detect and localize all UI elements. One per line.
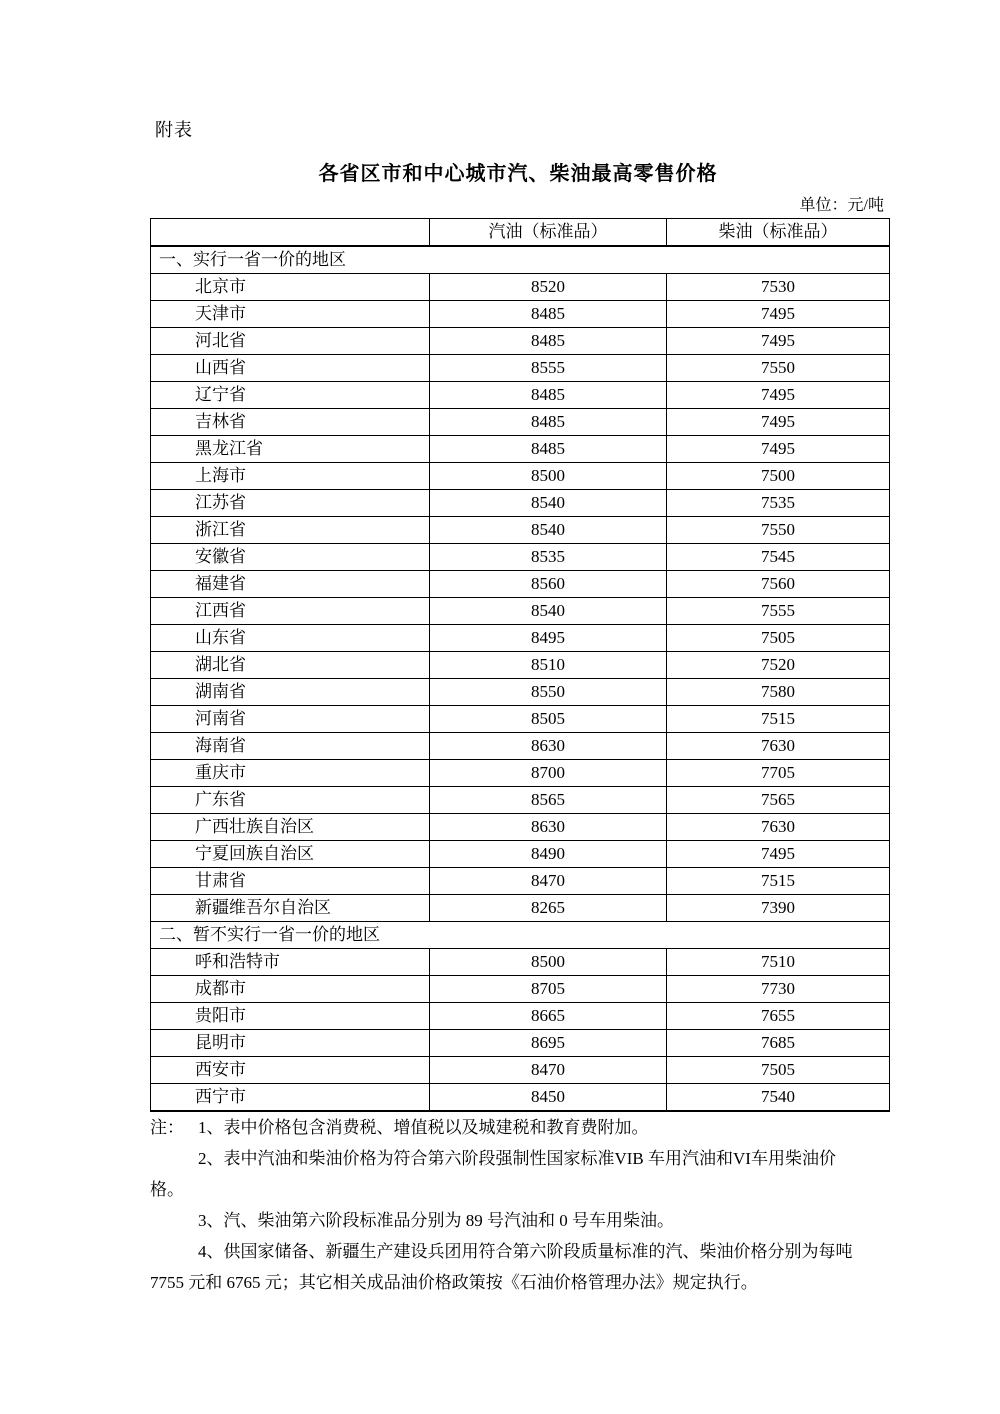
section-header: 二、暂不实行一省一价的地区 xyxy=(151,922,890,949)
region-cell: 山东省 xyxy=(151,625,430,652)
diesel-cell: 7510 xyxy=(667,949,890,976)
gasoline-cell: 8630 xyxy=(430,814,667,841)
table-row xyxy=(151,895,890,922)
table-row xyxy=(151,814,890,841)
header-row xyxy=(151,219,890,247)
diesel-cell: 7530 xyxy=(667,274,890,301)
diesel-cell: 7520 xyxy=(667,652,890,679)
gasoline-cell: 8510 xyxy=(430,652,667,679)
gasoline-cell: 8540 xyxy=(430,598,667,625)
diesel-cell: 7495 xyxy=(667,382,890,409)
diesel-cell: 7630 xyxy=(667,733,890,760)
gasoline-cell: 8470 xyxy=(430,868,667,895)
table-row xyxy=(151,679,890,706)
gasoline-cell: 8485 xyxy=(430,301,667,328)
region-cell: 河北省 xyxy=(151,328,430,355)
diesel-cell: 7535 xyxy=(667,490,890,517)
diesel-cell: 7580 xyxy=(667,679,890,706)
diesel-cell: 7505 xyxy=(667,625,890,652)
fuel-price-table xyxy=(150,218,890,1112)
note-text: 3、汽、柴油第六阶段标准品分别为 89 号汽油和 0 号车用柴油。 xyxy=(198,1211,674,1230)
diesel-cell: 7495 xyxy=(667,409,890,436)
diesel-cell: 7685 xyxy=(667,1030,890,1057)
table-row xyxy=(151,706,890,733)
note-text: 2、表中汽油和柴油价格为符合第六阶段强制性国家标准VIB 车用汽油和VI车用柴油价 xyxy=(198,1149,836,1168)
section-header-row xyxy=(151,922,890,949)
note-text: 格。 xyxy=(150,1180,184,1199)
region-cell: 呼和浩特市 xyxy=(151,949,430,976)
table-row xyxy=(151,1084,890,1112)
table-row xyxy=(151,760,890,787)
diesel-cell: 7515 xyxy=(667,706,890,733)
table-row xyxy=(151,652,890,679)
gasoline-cell: 8505 xyxy=(430,706,667,733)
table-row xyxy=(151,544,890,571)
region-cell: 甘肃省 xyxy=(151,868,430,895)
region-cell: 山西省 xyxy=(151,355,430,382)
table-row xyxy=(151,355,890,382)
note-line xyxy=(150,1205,890,1236)
diesel-cell: 7550 xyxy=(667,517,890,544)
region-cell: 辽宁省 xyxy=(151,382,430,409)
note-text: 4、供国家储备、新疆生产建设兵团用符合第六阶段质量标准的汽、柴油价格分别为每吨 xyxy=(198,1242,853,1261)
region-cell: 成都市 xyxy=(151,976,430,1003)
region-cell: 吉林省 xyxy=(151,409,430,436)
table-header xyxy=(151,219,890,247)
region-cell: 西宁市 xyxy=(151,1084,430,1112)
gasoline-cell: 8495 xyxy=(430,625,667,652)
table-row xyxy=(151,976,890,1003)
region-cell: 河南省 xyxy=(151,706,430,733)
region-cell: 浙江省 xyxy=(151,517,430,544)
note-text: 1、表中价格包含消费税、增值税以及城建税和教育费附加。 xyxy=(198,1118,649,1137)
gasoline-cell: 8555 xyxy=(430,355,667,382)
table-row xyxy=(151,841,890,868)
gasoline-cell: 8565 xyxy=(430,787,667,814)
header-region-column xyxy=(151,219,430,247)
region-cell: 江苏省 xyxy=(151,490,430,517)
table-row xyxy=(151,517,890,544)
diesel-cell: 7550 xyxy=(667,355,890,382)
gasoline-cell: 8470 xyxy=(430,1057,667,1084)
gasoline-cell: 8485 xyxy=(430,409,667,436)
gasoline-cell: 8665 xyxy=(430,1003,667,1030)
table-row xyxy=(151,328,890,355)
region-cell: 新疆维吾尔自治区 xyxy=(151,895,430,922)
note-line xyxy=(150,1236,890,1267)
region-cell: 宁夏回族自治区 xyxy=(151,841,430,868)
note-line xyxy=(150,1143,890,1174)
region-cell: 安徽省 xyxy=(151,544,430,571)
table-row xyxy=(151,625,890,652)
note-text: 7755 元和 6765 元；其它相关成品油价格政策按《石油价格管理办法》规定执行。 xyxy=(150,1273,758,1292)
diesel-cell: 7655 xyxy=(667,1003,890,1030)
region-cell: 黑龙江省 xyxy=(151,436,430,463)
region-cell: 福建省 xyxy=(151,571,430,598)
note-line xyxy=(150,1267,890,1298)
gasoline-cell: 8630 xyxy=(430,733,667,760)
gasoline-cell: 8540 xyxy=(430,517,667,544)
diesel-cell: 7555 xyxy=(667,598,890,625)
table-row xyxy=(151,733,890,760)
page-title: 各省区市和中心城市汽、柴油最高零售价格 xyxy=(318,163,718,185)
gasoline-cell: 8500 xyxy=(430,949,667,976)
diesel-cell: 7495 xyxy=(667,328,890,355)
table-row xyxy=(151,949,890,976)
table-row xyxy=(151,409,890,436)
gasoline-cell: 8485 xyxy=(430,382,667,409)
region-cell: 西安市 xyxy=(151,1057,430,1084)
table-row xyxy=(151,598,890,625)
unit-label: 单位：元/吨 xyxy=(799,197,884,214)
table-row xyxy=(151,436,890,463)
table-row xyxy=(151,382,890,409)
note-line xyxy=(150,1112,890,1143)
gasoline-cell: 8485 xyxy=(430,328,667,355)
gasoline-cell: 8695 xyxy=(430,1030,667,1057)
diesel-cell: 7505 xyxy=(667,1057,890,1084)
table-body xyxy=(151,246,890,1111)
gasoline-cell: 8520 xyxy=(430,274,667,301)
region-cell: 天津市 xyxy=(151,301,430,328)
diesel-cell: 7540 xyxy=(667,1084,890,1112)
diesel-cell: 7630 xyxy=(667,814,890,841)
table-row xyxy=(151,274,890,301)
header-diesel-column: 柴油（标准品） xyxy=(667,219,890,247)
attachment-label: 附表 xyxy=(155,120,193,140)
region-cell: 广西壮族自治区 xyxy=(151,814,430,841)
gasoline-cell: 8560 xyxy=(430,571,667,598)
region-cell: 湖北省 xyxy=(151,652,430,679)
region-cell: 重庆市 xyxy=(151,760,430,787)
diesel-cell: 7545 xyxy=(667,544,890,571)
header-gasoline-column: 汽油（标准品） xyxy=(430,219,667,247)
region-cell: 昆明市 xyxy=(151,1030,430,1057)
table-row xyxy=(151,868,890,895)
gasoline-cell: 8700 xyxy=(430,760,667,787)
diesel-cell: 7730 xyxy=(667,976,890,1003)
table-row xyxy=(151,301,890,328)
gasoline-cell: 8540 xyxy=(430,490,667,517)
gasoline-cell: 8550 xyxy=(430,679,667,706)
diesel-cell: 7495 xyxy=(667,301,890,328)
region-cell: 贵阳市 xyxy=(151,1003,430,1030)
gasoline-cell: 8500 xyxy=(430,463,667,490)
diesel-cell: 7500 xyxy=(667,463,890,490)
table-row xyxy=(151,1057,890,1084)
table-row xyxy=(151,571,890,598)
region-cell: 海南省 xyxy=(151,733,430,760)
section-header: 一、实行一省一价的地区 xyxy=(151,246,890,274)
diesel-cell: 7560 xyxy=(667,571,890,598)
gasoline-cell: 8705 xyxy=(430,976,667,1003)
region-cell: 广东省 xyxy=(151,787,430,814)
diesel-cell: 7705 xyxy=(667,760,890,787)
table-row xyxy=(151,1030,890,1057)
diesel-cell: 7390 xyxy=(667,895,890,922)
gasoline-cell: 8265 xyxy=(430,895,667,922)
diesel-cell: 7495 xyxy=(667,436,890,463)
section-header-row xyxy=(151,246,890,274)
region-cell: 上海市 xyxy=(151,463,430,490)
notes-block xyxy=(150,1112,890,1298)
table-row xyxy=(151,1003,890,1030)
gasoline-cell: 8485 xyxy=(430,436,667,463)
diesel-cell: 7495 xyxy=(667,841,890,868)
region-cell: 湖南省 xyxy=(151,679,430,706)
region-cell: 江西省 xyxy=(151,598,430,625)
table-row xyxy=(151,490,890,517)
diesel-cell: 7565 xyxy=(667,787,890,814)
gasoline-cell: 8450 xyxy=(430,1084,667,1112)
region-cell: 北京市 xyxy=(151,274,430,301)
diesel-cell: 7515 xyxy=(667,868,890,895)
gasoline-cell: 8535 xyxy=(430,544,667,571)
notes-prefix-label: 注： xyxy=(150,1118,184,1137)
table-row xyxy=(151,463,890,490)
note-line xyxy=(150,1174,890,1205)
gasoline-cell: 8490 xyxy=(430,841,667,868)
table-row xyxy=(151,787,890,814)
